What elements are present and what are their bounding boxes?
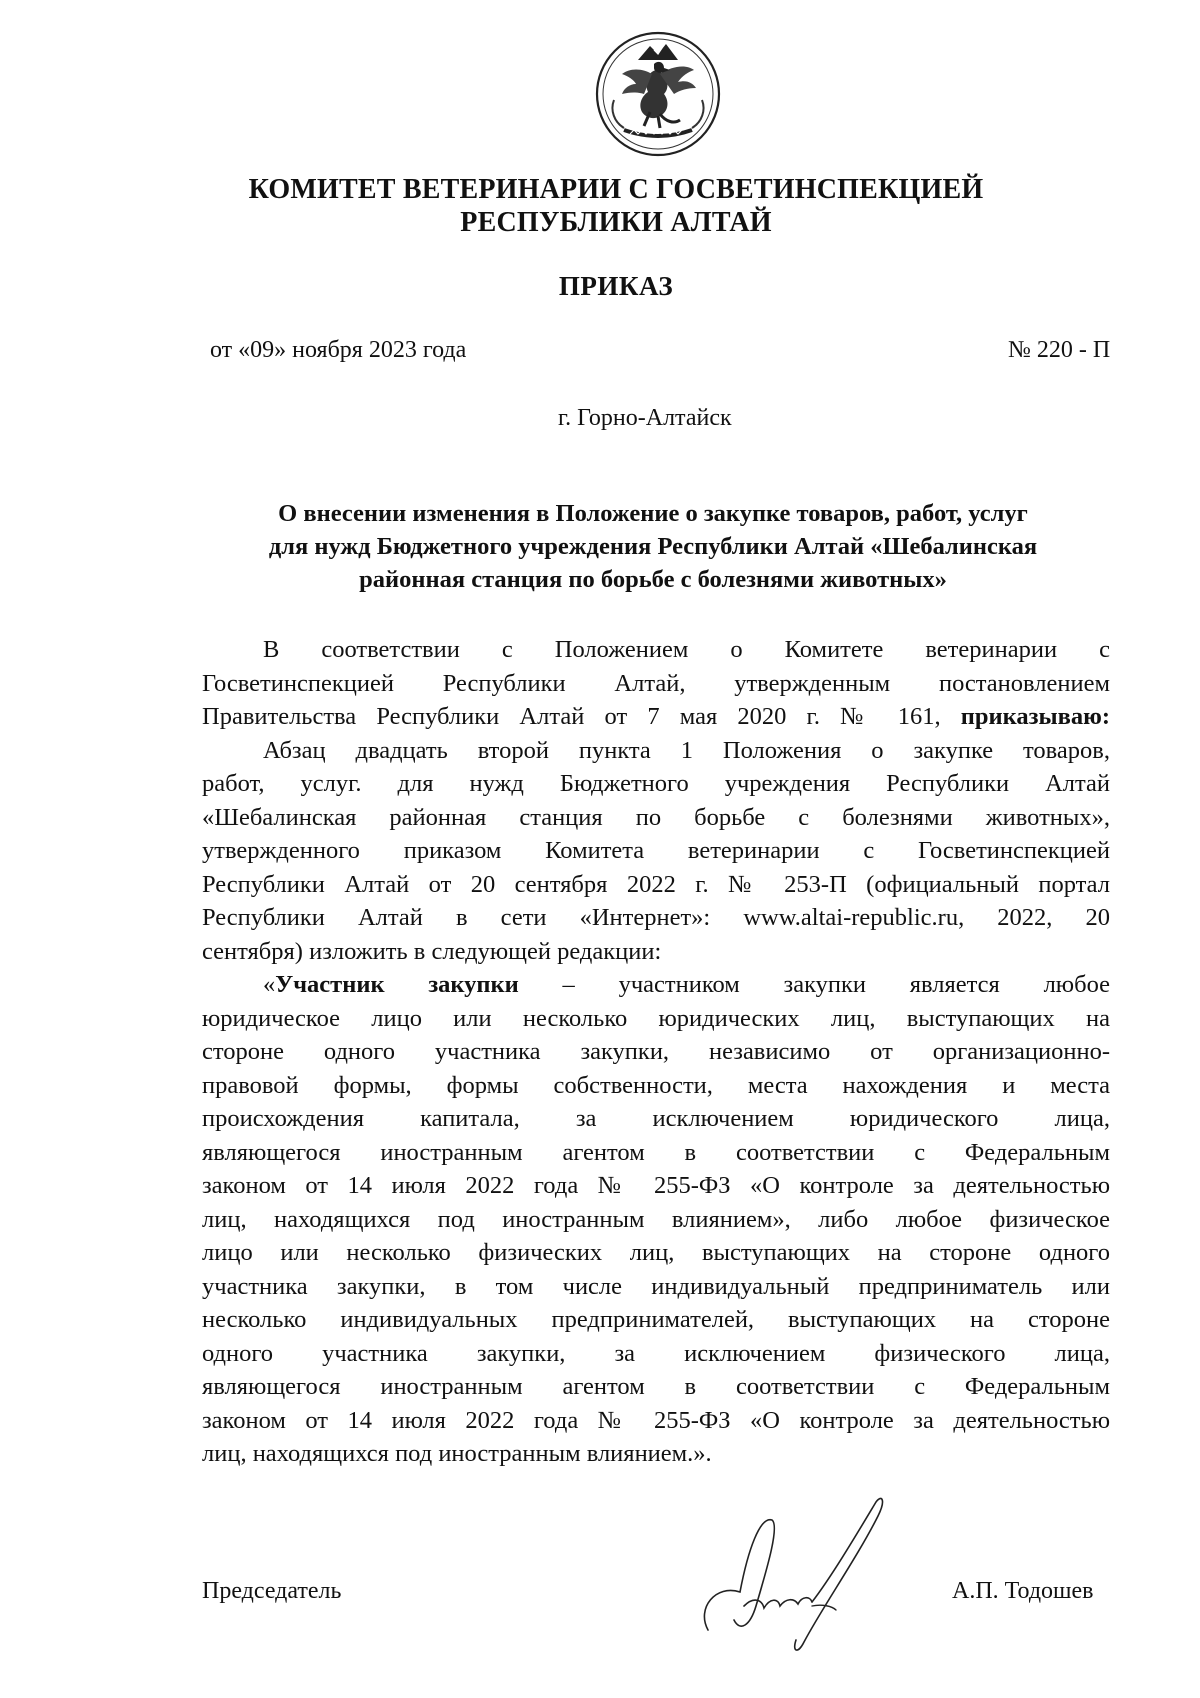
- body-line: несколько индивидуальных предпринимателей, выступающих на стороне: [202, 1306, 1110, 1333]
- body-line: В соответствии с Положением о Комитете ветеринарии с: [263, 636, 1110, 663]
- order-subject: [200, 497, 1106, 596]
- signatory-position: Председатель: [202, 1578, 342, 1604]
- body-line: работ, услуг. для нужд Бюджетного учреждения Республики Алтай: [202, 770, 1110, 797]
- order-city: г. Горно-Алтайск: [558, 405, 732, 431]
- body-line: Республики Алтай в сети «Интернет»: www.altai-republic.ru, 2022, 20: [202, 904, 1110, 931]
- body-line: [202, 700, 1110, 734]
- order-body: [202, 633, 1110, 1471]
- body-line: являющегося иностранным агентом в соответствии с Федеральным: [202, 1138, 1110, 1166]
- body-line: Госветинспекцией Республики Алтай, утвержденным постановлением: [202, 669, 1110, 697]
- body-line: Абзац двадцать второй пункта 1 Положения о закупке товаров,: [263, 736, 1110, 764]
- subject-line: районная станция по борьбе с болезнями животных»: [359, 566, 947, 593]
- body-line: являющегося иностранным агентом в соответствии с Федеральным: [202, 1373, 1110, 1400]
- body-line: [202, 968, 1110, 1002]
- body-line: законом от 14 июля 2022 года № 255-ФЗ «О контроле за деятельностью: [202, 1406, 1110, 1434]
- body-text: – участником закупки является любое: [518, 971, 1110, 998]
- body-line: лицо или несколько физических лиц, выступающих на стороне одного: [202, 1239, 1110, 1266]
- directive-word: приказываю:: [960, 703, 1110, 730]
- organization-name-line-1: КОМИТЕТ ВЕТЕРИНАРИИ С ГОСВЕТИНСПЕКЦИЕЙ: [248, 174, 984, 205]
- body-line: «Шебалинская районная станция по борьбе с болезнями животных»,: [202, 803, 1110, 831]
- signatory-name: А.П. Тодошев: [952, 1578, 1094, 1604]
- subject-line: для нужд Бюджетного учреждения Республики Алтай «Шебалинская: [268, 533, 1038, 560]
- body-line: лиц, находящихся под иностранным влиянием.».: [202, 1440, 712, 1467]
- order-number: № 220 - П: [1008, 337, 1111, 363]
- altai-republic-coat-of-arms-icon: [594, 30, 722, 158]
- organization-name-line-2: РЕСПУБЛИКИ АЛТАЙ: [460, 207, 772, 238]
- body-line: стороне одного участника закупки, независимо от организационно-: [202, 1038, 1110, 1065]
- body-line: юридическое лицо или несколько юридических лиц, выступающих на: [202, 1004, 1110, 1032]
- body-line: сентября) изложить в следующей редакции:: [202, 937, 662, 965]
- document-type: ПРИКАЗ: [558, 271, 674, 301]
- body-line: законом от 14 июля 2022 года № 255-ФЗ «О контроле за деятельностью: [202, 1172, 1110, 1199]
- subject-line: О внесении изменения в Положение о закупке товаров, работ, услуг: [278, 500, 1028, 527]
- body-line: Республики Алтай от 20 сентября 2022 г. № 253-П (официальный портал: [202, 870, 1110, 898]
- body-text: Правительства Республики Алтай от 7 мая 2020 г. № 161,: [202, 703, 941, 730]
- order-date: от «09» ноября 2023 года: [210, 337, 467, 363]
- body-line: происхождения капитала, за исключением юридического лица,: [202, 1105, 1110, 1132]
- body-line: участника закупки, в том числе индивидуальный предприниматель или: [202, 1272, 1110, 1300]
- open-quote: «: [263, 971, 276, 998]
- handwritten-signature-icon: [662, 1480, 902, 1670]
- defined-term: Участник закупки: [275, 971, 519, 998]
- body-line: лиц, находящихся под иностранным влиянием», либо любое физическое: [202, 1205, 1110, 1233]
- body-line: правовой формы, формы собственности, места нахождения и места: [202, 1071, 1110, 1099]
- body-line: утвержденного приказом Комитета ветеринарии с Госветинспекцией: [202, 837, 1110, 864]
- body-line: одного участника закупки, за исключением физического лица,: [202, 1339, 1110, 1367]
